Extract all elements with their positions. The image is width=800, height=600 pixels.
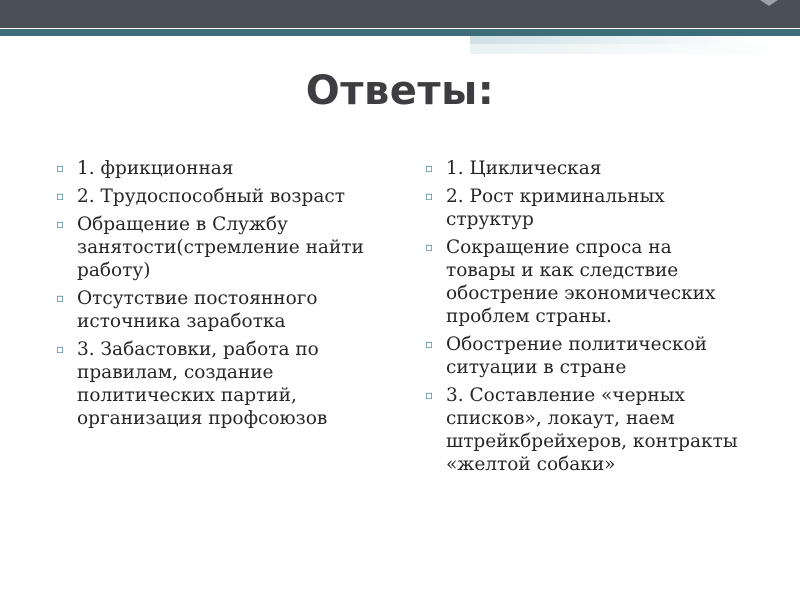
list-item-text: 2. Трудоспособный возраст	[77, 186, 345, 207]
list-item	[56, 213, 386, 282]
list-item	[56, 157, 386, 180]
list-item-text: 3. Составление «черных списков», локаут, наем штрейкбрейхеров, контракты «желтой собаки»	[446, 385, 738, 475]
bullet-icon: ▫	[425, 161, 434, 175]
bullet-icon: ▫	[56, 342, 65, 356]
list-item-text: 2. Рост криминальных структур	[446, 186, 665, 230]
list-item	[56, 287, 386, 333]
slide-title: Ответы:	[305, 68, 495, 114]
list-item	[425, 384, 745, 476]
list-item-text: 3. Забастовки, работа по правилам, создание политических партий, организация профсоюзов	[77, 339, 328, 429]
header-bar	[0, 0, 800, 28]
list-item-text: 1. Циклическая	[446, 158, 602, 179]
bullet-icon: ▫	[56, 291, 65, 305]
bullet-icon: ▫	[56, 189, 65, 203]
list-item	[56, 338, 386, 430]
list-item	[425, 333, 745, 379]
list-item	[425, 236, 745, 328]
header-rule	[0, 29, 800, 36]
bullet-icon: ▫	[56, 161, 65, 175]
left-column-list	[56, 157, 386, 435]
header-notch	[760, 0, 778, 6]
right-column-list	[425, 157, 745, 481]
header-accent-shadow	[470, 44, 800, 54]
bullet-icon: ▫	[425, 240, 434, 254]
list-item-text: Отсутствие постоянного источника заработка	[77, 288, 318, 332]
list-item-text: Обострение политической ситуации в стране	[446, 334, 708, 378]
list-item-text: Обращение в Службу занятости(стремление найти работу)	[77, 214, 364, 281]
bullet-icon: ▫	[425, 388, 434, 402]
bullet-icon: ▫	[425, 189, 434, 203]
list-item	[425, 157, 745, 180]
bullet-icon: ▫	[425, 337, 434, 351]
bullet-icon: ▫	[56, 217, 65, 231]
list-item	[425, 185, 745, 231]
list-item-text: 1. фрикционная	[77, 158, 234, 179]
list-item	[56, 185, 386, 208]
list-item-text: Сокращение спроса на товары и как следствие обострение экономических проблем страны.	[446, 237, 716, 327]
header-accent	[470, 36, 760, 44]
